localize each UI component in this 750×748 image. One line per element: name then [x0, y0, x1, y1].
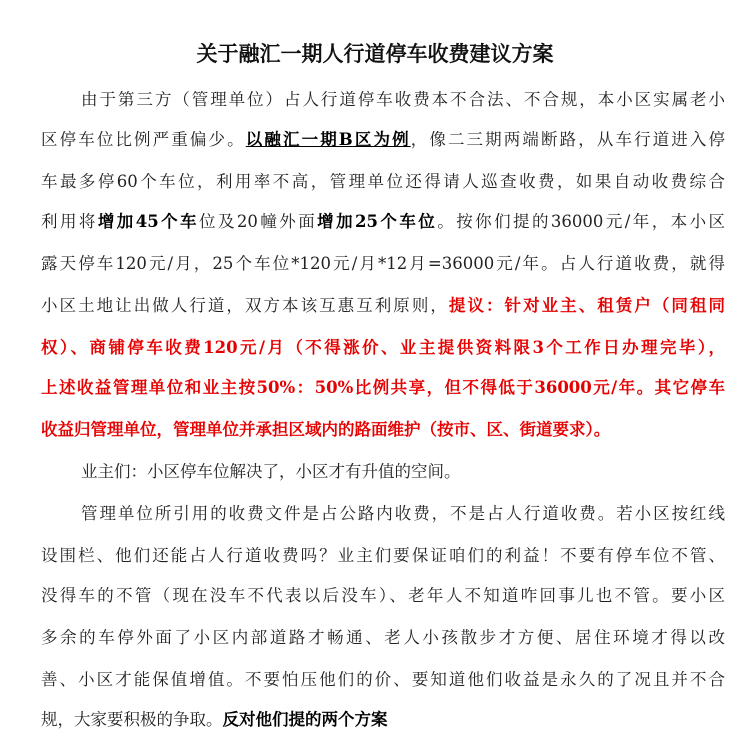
paragraph-1-line-2: [41, 130, 725, 150]
oppose-statement: 反对他们提的两个方案: [222, 710, 388, 729]
bold-phrase: 增加25个车位: [317, 212, 438, 231]
paragraph-1-line-4: [41, 212, 725, 232]
text-segment: ，像二三期两端断路，从车行道进入停: [410, 130, 725, 149]
text-segment: 规，大家要积极的争取。: [41, 710, 223, 729]
text-segment: 。按你们提的36000元/年，本小区: [437, 212, 725, 231]
proposal-line-1: 权）、商铺停车收费120元/月（不得涨价、业主提供资料限3个工作日办理完毕），: [41, 338, 725, 357]
paragraph-1-line-3: 车最多停60个车位，利用率不高，管理单位还得请人巡查收费，如果自动收费综合: [41, 172, 725, 191]
paragraph-3-line-5: 善、小区才能保值增值。不要怕压他们的价、要知道他们收益是永久的了况且并不合: [41, 670, 725, 689]
text-segment: 小区土地让出做人行道，双方本该互惠互利原则，: [41, 296, 449, 315]
paragraph-3-line-3: 没得车的不管（现在没车不代表以后没车）、老年人不知道咋回事儿也不管。要小区: [41, 586, 725, 605]
bold-phrase: 增加45个车: [97, 212, 199, 231]
paragraph-3-line-4: 多余的车停外面了小区内部道路才畅通、老人小孩散步才方便、居住环境才得以改: [41, 628, 725, 647]
proposal-line-3: 收益归管理单位，管理单位并承担区域内的路面维护（按市、区、街道要求）。: [41, 420, 611, 439]
proposal-line-2: 上述收益管理单位和业主按50%：50%比例共享，但不得低于36000元/年。其它停车: [41, 378, 725, 397]
paragraph-3-line-6: [41, 710, 725, 730]
proposal-highlight: 提议：针对业主、租赁户（同租同: [448, 296, 725, 315]
text-segment: 区停车位比例严重偏少。: [41, 130, 246, 149]
paragraph-1-line-5: 露天停车120元/月，25个车位*120元/月*12月=36000元/年。占人行道收费，就得: [41, 254, 725, 273]
paragraph-1-line-6: [41, 296, 725, 316]
paragraph-1-line-1: 由于第三方（管理单位）占人行道停车收费本不合法、不合规，本小区实属老小: [81, 90, 725, 109]
example-highlight: 以融汇一期B区为例: [245, 130, 411, 149]
paragraph-3-line-2: 设围栏、他们还能占人行道收费吗？业主们要保证咱们的利益！不要有停车位不管、: [41, 546, 725, 565]
document-title: 关于融汇一期人行道停车收费建议方案: [196, 42, 554, 66]
text-segment: 利用将: [41, 212, 98, 231]
text-segment: 位及20幢外面: [199, 212, 318, 231]
paragraph-3-line-1: 管理单位所引用的收费文件是占公路内收费，不是占人行道收费。若小区按红线: [81, 504, 725, 523]
paragraph-2: 业主们：小区停车位解决了，小区才有升值的空间。: [81, 462, 461, 481]
